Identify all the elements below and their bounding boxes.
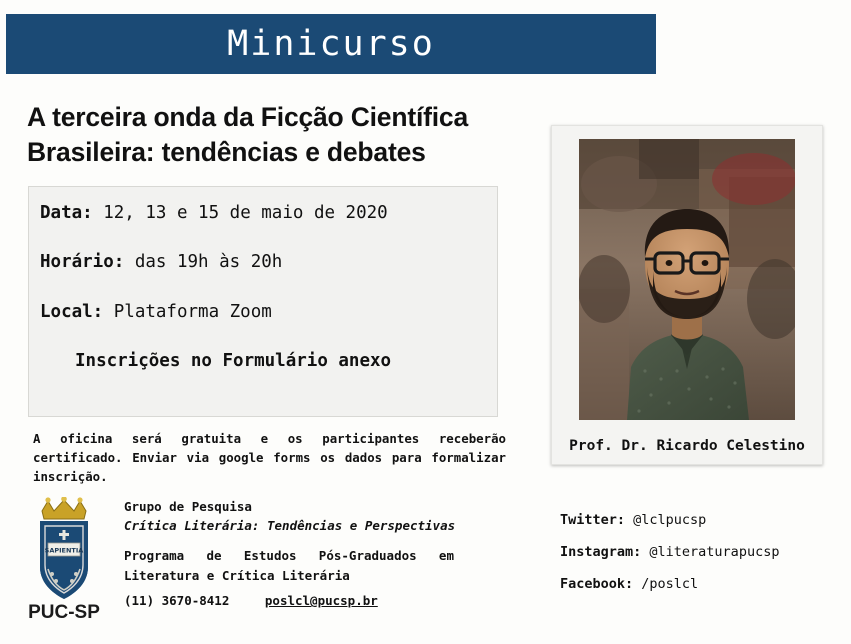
info-time-label: Horário: <box>40 252 125 272</box>
banner-title: Minicurso <box>227 24 435 64</box>
info-time <box>40 252 282 272</box>
social-instagram-value: @literaturapucsp <box>641 544 780 560</box>
research-group <box>124 498 455 536</box>
info-date-label: Data: <box>40 203 93 223</box>
page-title: A terceira onda da Ficção Científica Brasileira: tendências e debates <box>27 102 468 168</box>
speaker-caption: Prof. Dr. Ricardo Celestino <box>569 438 805 454</box>
banner <box>6 14 656 74</box>
social-instagram-label: Instagram: <box>560 544 642 560</box>
social-instagram[interactable] <box>560 544 779 560</box>
graduate-program: Programa de Estudos Pós-Graduados em Literatura e Crítica Literária <box>124 548 454 583</box>
social-facebook-value: /poslcl <box>633 576 699 592</box>
social-twitter-label: Twitter: <box>560 512 626 528</box>
contact-email[interactable]: poslcl@pucsp.br <box>264 593 378 608</box>
social-facebook-label: Facebook: <box>560 576 634 592</box>
disclaimer-text: A oficina será gratuita e os participantes receberão certificado. Enviar via google forms os dados para formalizar inscrição. <box>33 431 506 485</box>
info-location-label: Local: <box>40 302 104 322</box>
info-location-value: Plataforma Zoom <box>103 302 272 322</box>
social-twitter-value: @lclpucsp <box>625 512 707 528</box>
logo-label: PUC-SP <box>28 602 100 623</box>
info-date-value: 12, 13 e 15 de maio de 2020 <box>92 203 388 223</box>
svg-text:SAPIENTIA: SAPIENTIA <box>44 546 84 555</box>
social-links <box>560 512 779 608</box>
info-registration: Inscrições no Formulário anexo <box>75 351 392 371</box>
social-facebook[interactable] <box>560 576 779 592</box>
research-group-line1: Grupo de Pesquisa <box>124 499 252 514</box>
research-group-line2: Crítica Literária: Tendências e Perspectivas <box>124 517 456 533</box>
social-twitter[interactable] <box>560 512 779 528</box>
info-time-value: das 19h às 20h <box>124 252 283 272</box>
contact-phone: (11) 3670-8412 <box>124 593 230 608</box>
contact-line <box>124 593 378 608</box>
info-date <box>40 203 388 223</box>
info-location <box>40 302 272 322</box>
speaker-photo <box>579 139 795 420</box>
